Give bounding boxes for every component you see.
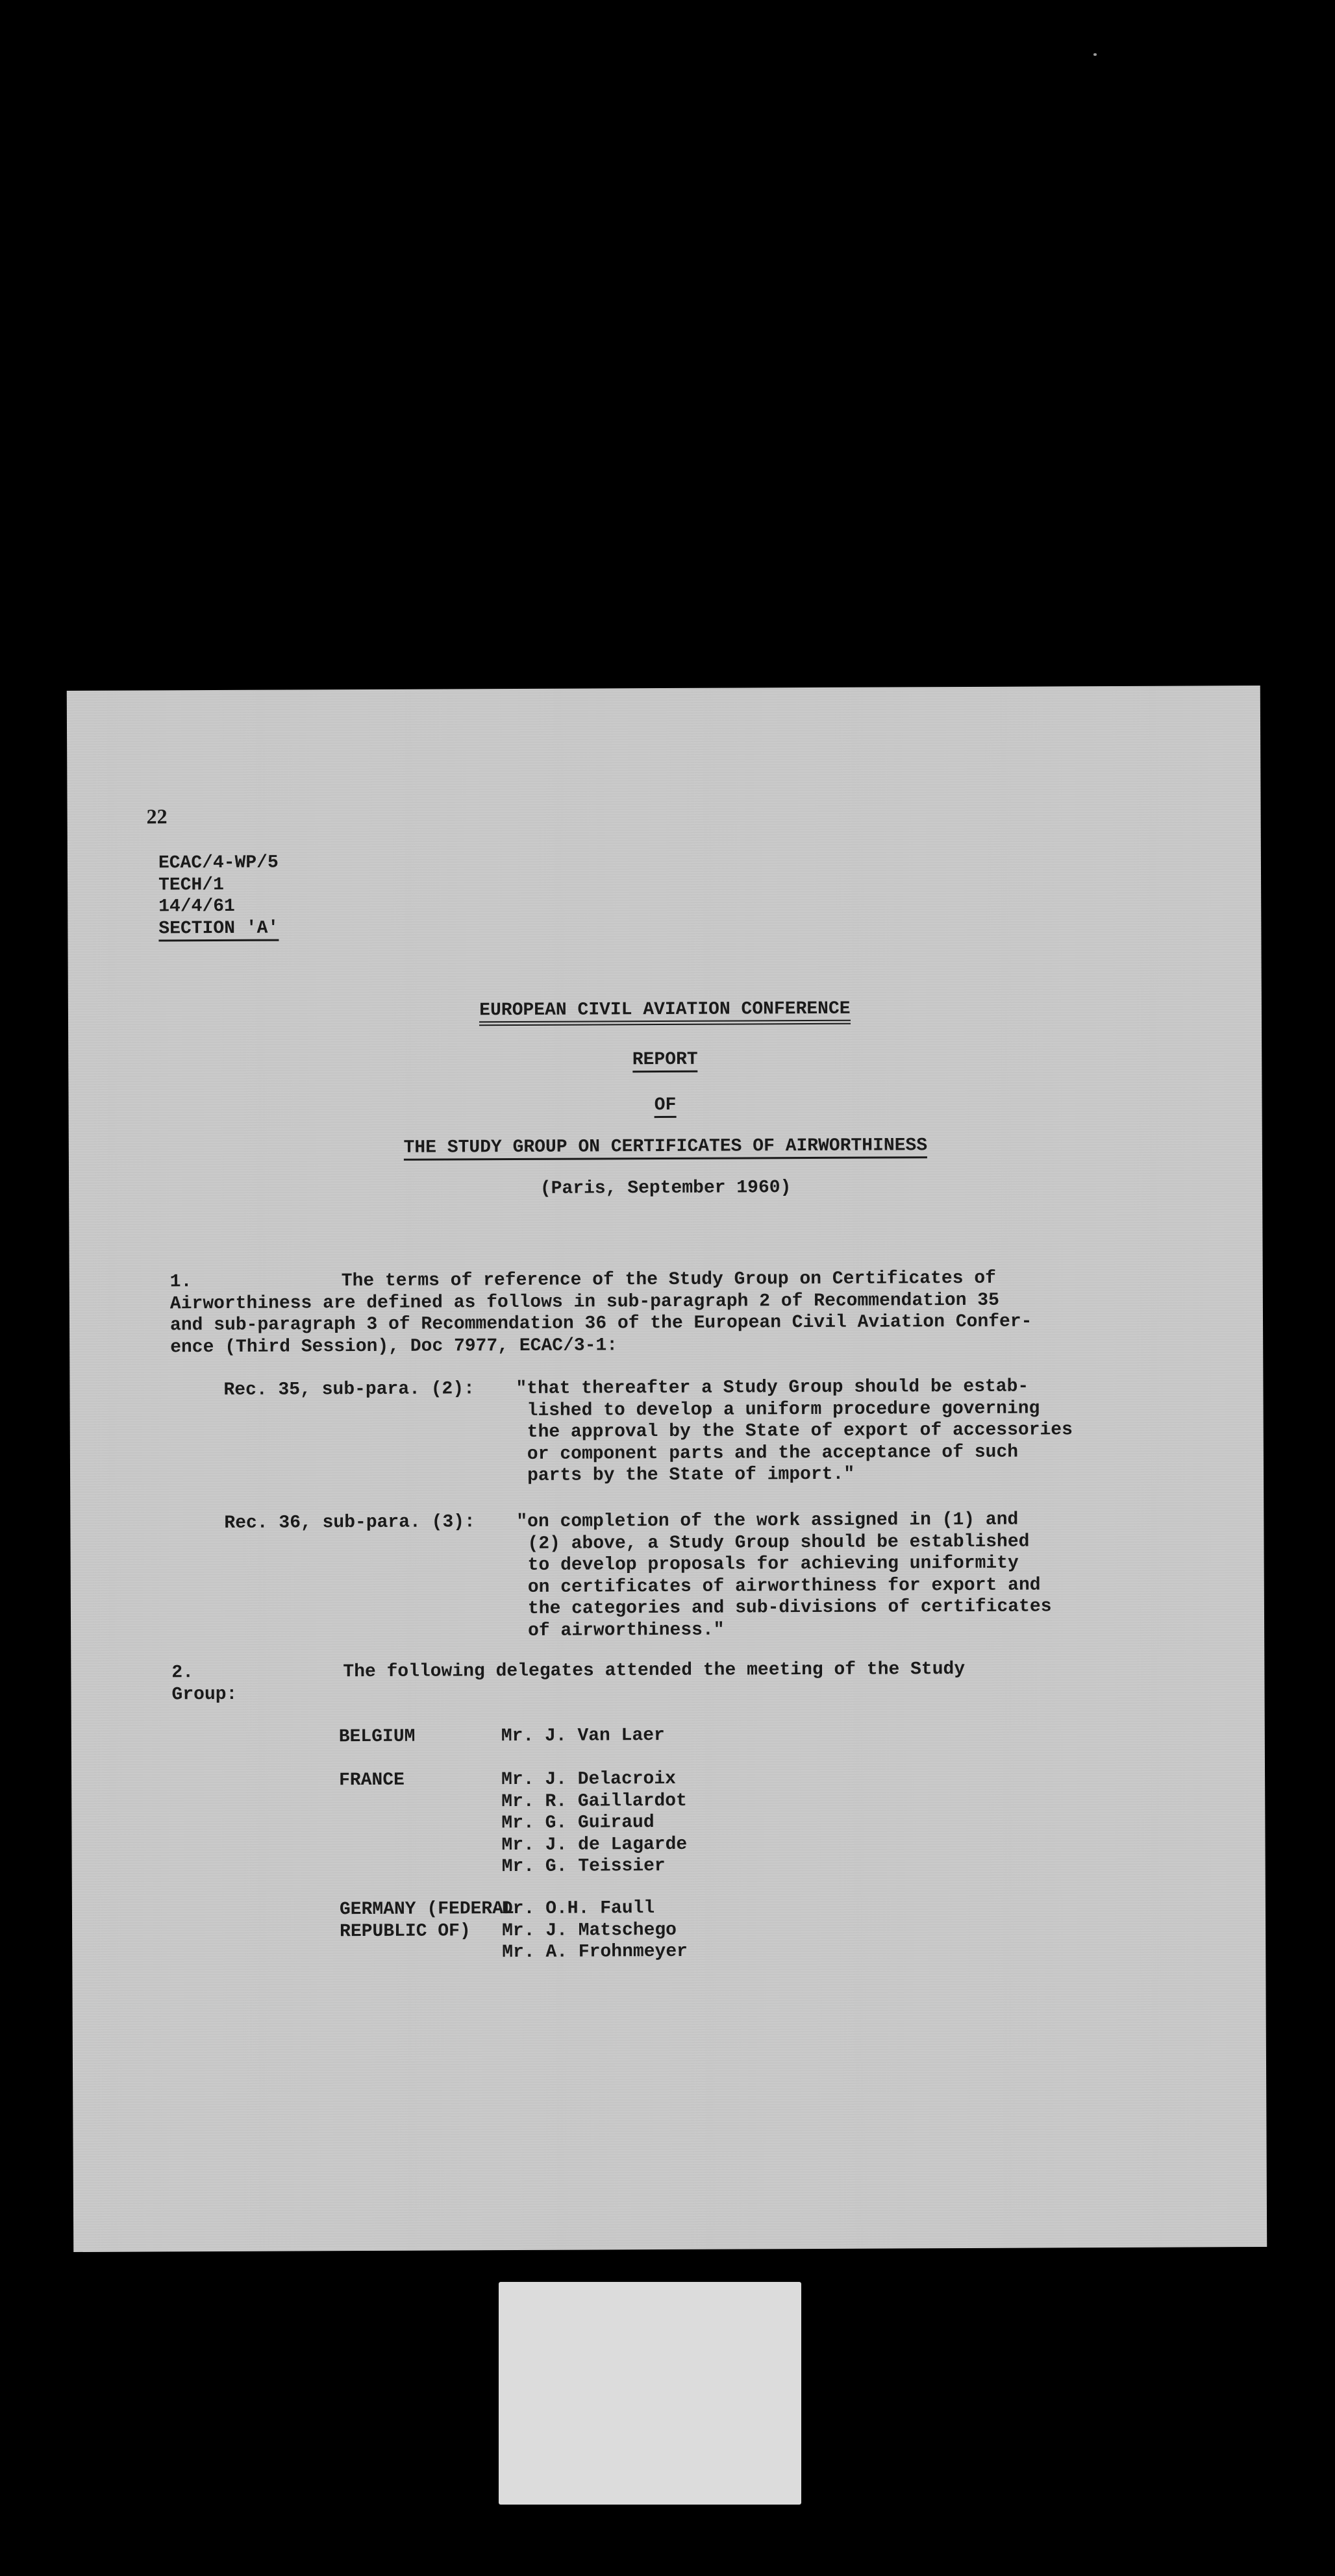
reference-line-1: ECAC/4-WP/5: [158, 852, 279, 874]
delegate: Mr. J. Matschego: [502, 1920, 677, 1941]
paragraph-1-line: and sub-paragraph 3 of Recommendation 36 of the European Civil Aviation Confer-: [169, 1311, 1032, 1336]
delegate: Mr. J. Delacroix: [501, 1768, 676, 1790]
delegate: Mr. R. Gaillardot: [501, 1790, 687, 1812]
country-germany-cont: REPUBLIC OF): [340, 1920, 471, 1942]
paragraph-1-line: Airworthiness are defined as follows in sub-paragraph 2 of Recommendation 35: [169, 1290, 999, 1314]
section-label: SECTION 'A': [158, 918, 279, 941]
rec-35-line: or component parts and the acceptance of such: [527, 1442, 1019, 1465]
delegate: Mr. A. Frohnmeyer: [502, 1941, 688, 1963]
rec-36-label: Rec. 36, sub-para. (3):: [224, 1512, 475, 1533]
paragraph-2-number: 2.: [171, 1663, 194, 1683]
place-date: (Paris, September 1960): [540, 1178, 792, 1199]
paragraph-1-number: 1.: [169, 1272, 192, 1293]
country-germany: GERMANY (FEDERAL: [339, 1899, 514, 1920]
of-heading: OF: [655, 1095, 677, 1118]
rec-35-line: parts by the State of import.": [527, 1464, 855, 1486]
delegate: Dr. O.H. Faull: [501, 1898, 655, 1920]
rec-36-line: the categories and sub-divisions of certificates: [527, 1596, 1052, 1619]
rec-35-line: the approval by the State of export of accessories: [527, 1420, 1073, 1443]
rec-36-line: on certificates of airworthiness for export and: [527, 1574, 1041, 1598]
reference-line-3: 14/4/61: [158, 896, 235, 917]
rec-35-label: Rec. 35, sub-para. (2):: [223, 1379, 475, 1400]
dust-speck: [1093, 53, 1097, 56]
paragraph-1-line: The terms of reference of the Study Group on Certificates of: [341, 1268, 996, 1292]
rec-36-line: of airworthiness.": [528, 1620, 725, 1641]
paragraph-2-line: Group:: [171, 1684, 238, 1705]
rec-36-line: "on completion of the work assigned in (1) and: [516, 1509, 1019, 1533]
document-page: [67, 686, 1267, 2252]
country-france: FRANCE: [339, 1770, 405, 1791]
delegate: Mr. G. Teissier: [501, 1856, 666, 1877]
delegate: Mr. J. Van Laer: [501, 1726, 665, 1747]
delegate: Mr. G. Guiraud: [501, 1813, 655, 1834]
rec-36-line: to develop proposals for achieving uniformity: [527, 1553, 1019, 1576]
study-group-heading: THE STUDY GROUP ON CERTIFICATES OF AIRWORTHINESS: [404, 1135, 928, 1161]
page-number: 22: [146, 804, 168, 828]
rec-36-line: (2) above, a Study Group should be established: [527, 1531, 1030, 1554]
country-belgium: BELGIUM: [338, 1726, 416, 1748]
conference-title: EUROPEAN CIVIL AVIATION CONFERENCE: [479, 999, 850, 1026]
rec-35-line: "that thereafter a Study Group should be estab-: [516, 1376, 1029, 1400]
rec-35-line: lished to develop a uniform procedure governing: [527, 1398, 1040, 1421]
paragraph-2-line: The following delegates attended the meeting of the Study: [343, 1659, 966, 1683]
report-heading: REPORT: [632, 1050, 698, 1072]
delegate: Mr. J. de Lagarde: [501, 1834, 688, 1855]
paragraph-1-line: ence (Third Session), Doc 7977, ECAC/3-1:: [170, 1335, 618, 1357]
reference-line-2: TECH/1: [158, 874, 224, 895]
blank-target-card: [499, 2282, 801, 2505]
